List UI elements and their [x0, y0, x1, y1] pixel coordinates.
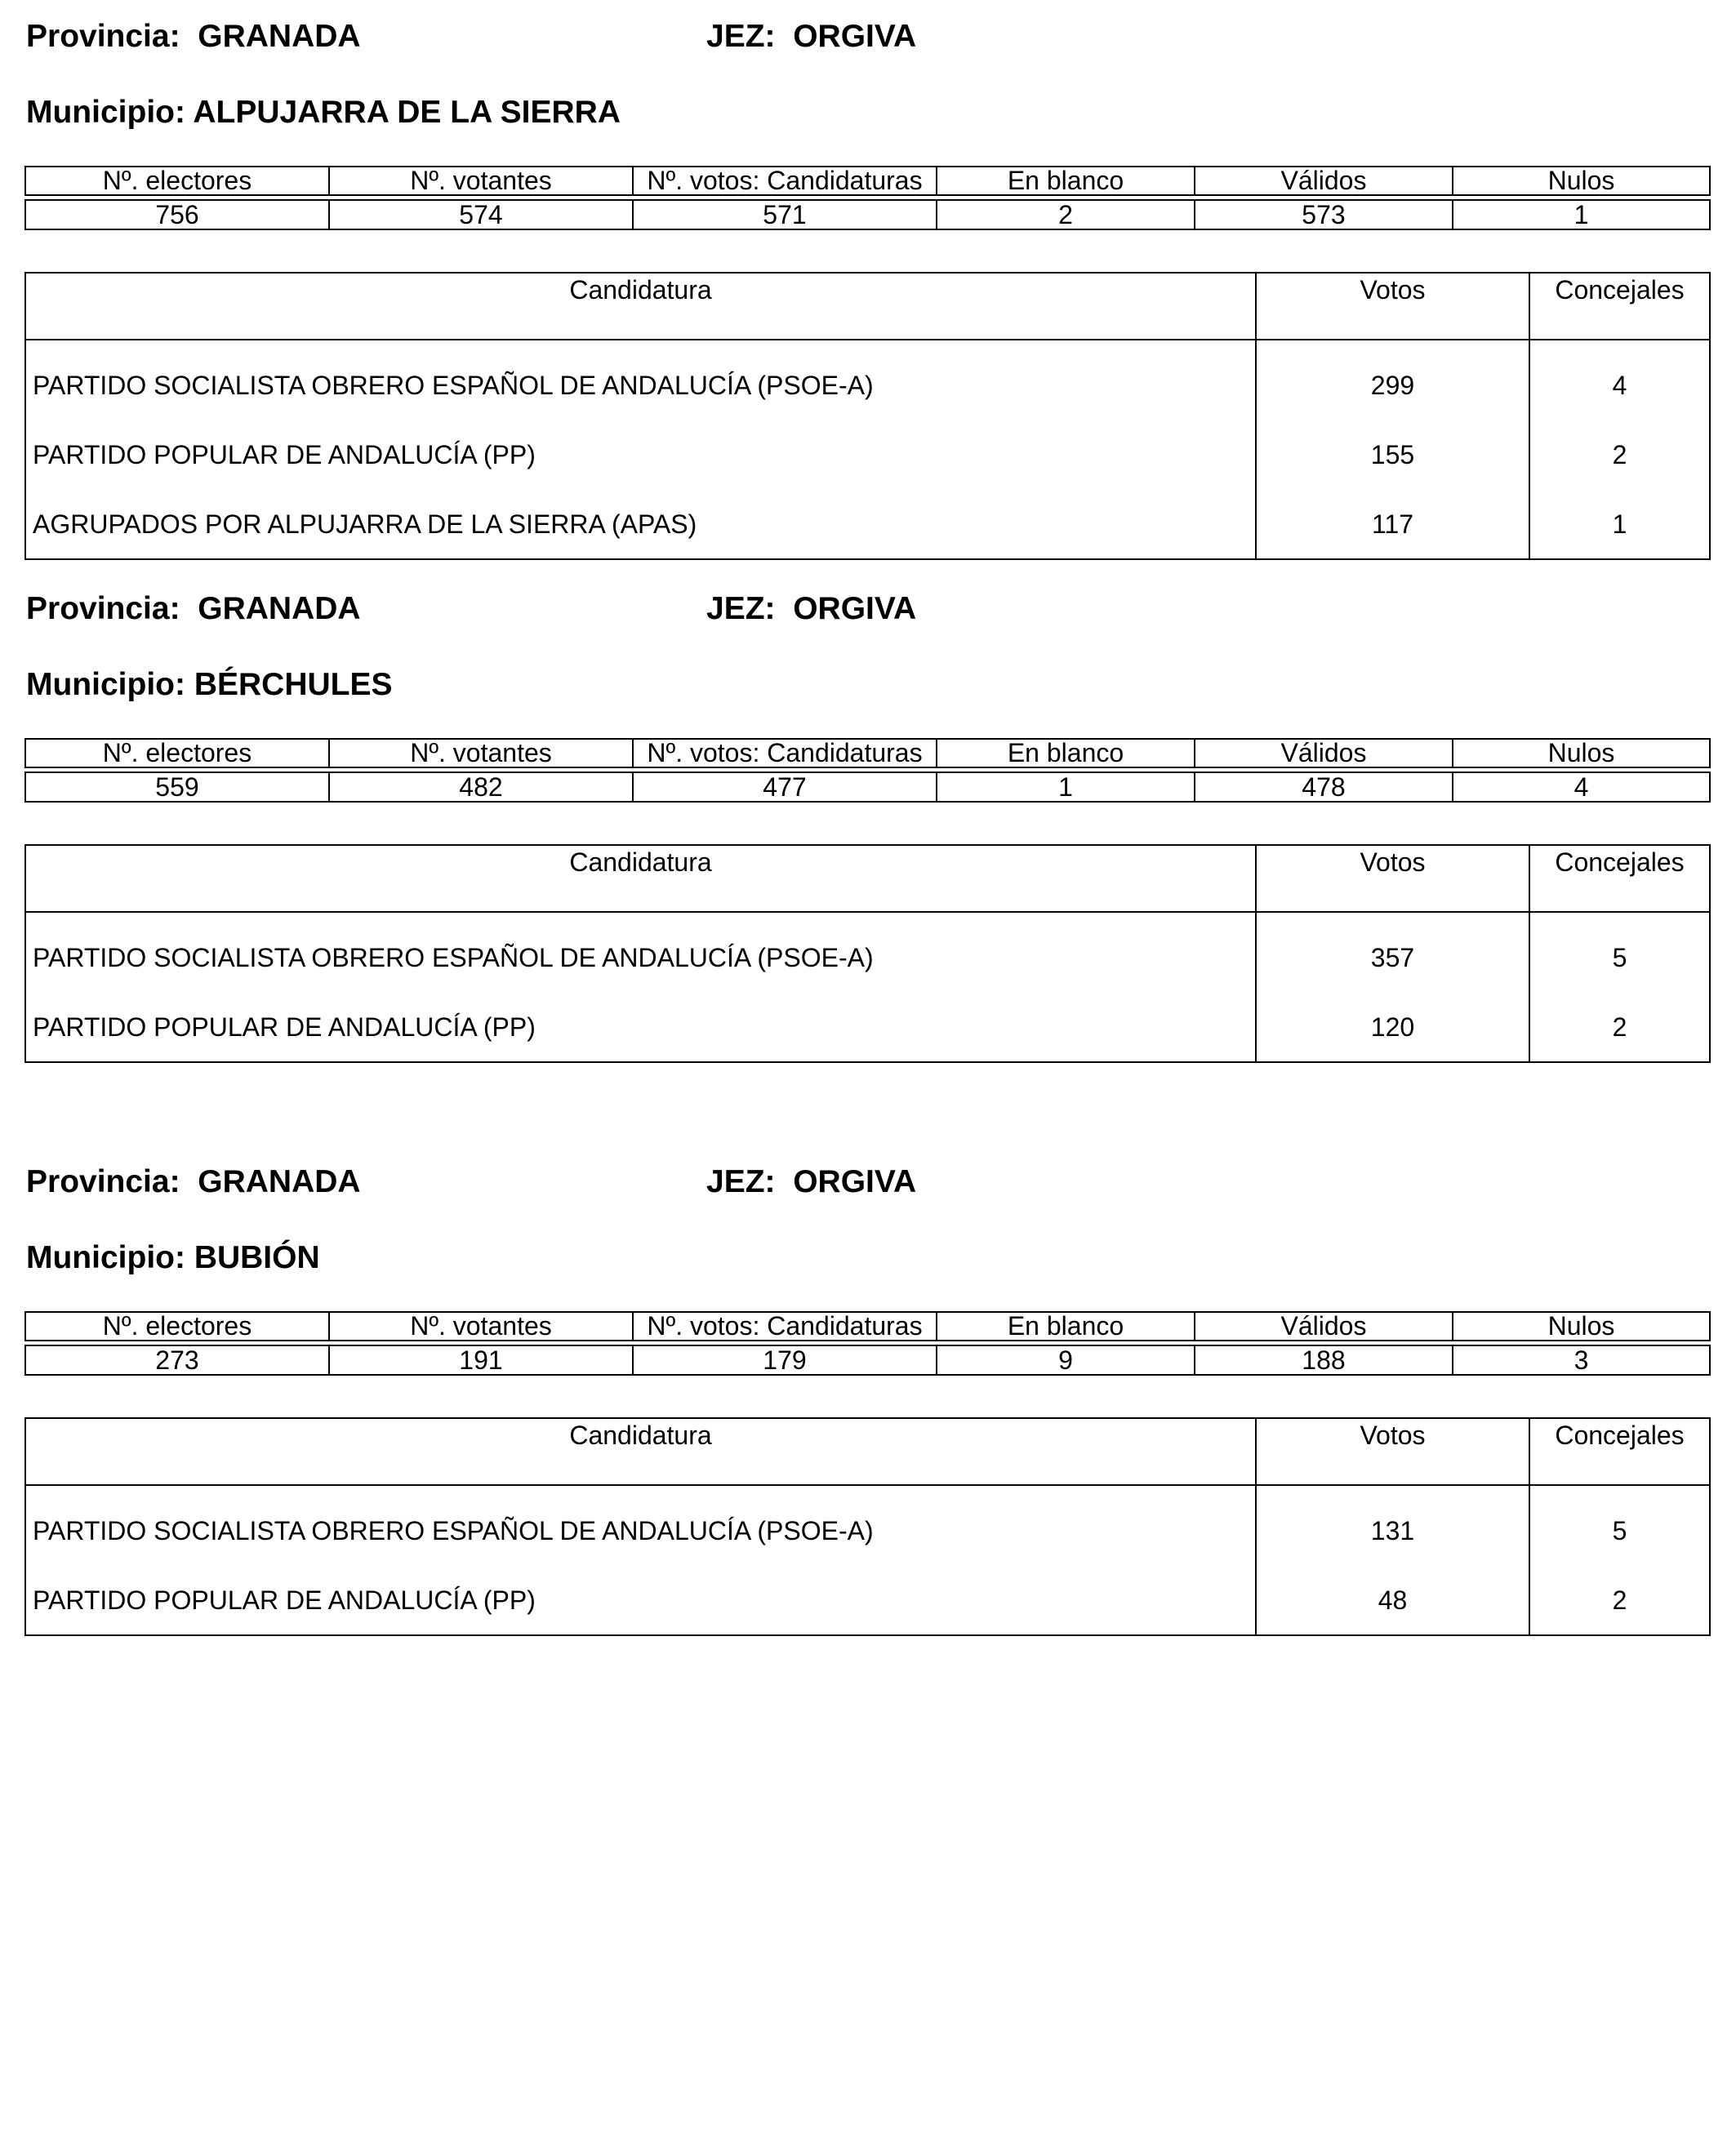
- candidatura-votos: 120: [1256, 992, 1529, 1062]
- candidaturas-table: [24, 1417, 1711, 1636]
- header-votos-candidaturas: Nº. votos: Candidaturas: [633, 1312, 937, 1341]
- candidatura-name: AGRUPADOS POR ALPUJARRA DE LA SIERRA (APAS): [25, 489, 1256, 559]
- municipio-value: BUBIÓN: [194, 1240, 320, 1275]
- candidatura-name: PARTIDO POPULAR DE ANDALUCÍA (PP): [25, 420, 1256, 489]
- header-concejales: Concejales: [1529, 1418, 1710, 1485]
- candidatura-votos: 299: [1256, 340, 1529, 420]
- stats-header-row: [25, 1312, 1710, 1341]
- candidatura-name: PARTIDO SOCIALISTA OBRERO ESPAÑOL DE ANDALUCÍA (PSOE-A): [25, 1485, 1256, 1565]
- stats-table: [24, 166, 1711, 230]
- candidatura-votos: 155: [1256, 420, 1529, 489]
- stats-value-row: [25, 200, 1710, 229]
- candidatura-votos: 48: [1256, 1565, 1529, 1635]
- provincia-label: Provincia:: [26, 19, 180, 54]
- municipio-value: BÉRCHULES: [194, 667, 393, 702]
- candidatura-concejales: 2: [1529, 420, 1710, 489]
- value-validos: 478: [1195, 772, 1453, 802]
- header-validos: Válidos: [1195, 1312, 1453, 1341]
- candidatura-votos: 117: [1256, 489, 1529, 559]
- stats-table: [24, 738, 1711, 803]
- provincia-value: GRANADA: [198, 19, 361, 54]
- municipio-label: Municipio:: [26, 95, 185, 130]
- value-votantes: 574: [329, 200, 633, 229]
- candidaturas-table: [24, 844, 1711, 1063]
- header-votos: Votos: [1256, 1418, 1529, 1485]
- candidatura-concejales: 2: [1529, 1565, 1710, 1635]
- header-electores: Nº. electores: [25, 1312, 329, 1341]
- municipio-heading: [26, 1239, 320, 1277]
- provincia-heading: [26, 590, 361, 628]
- header-validos: Válidos: [1195, 167, 1453, 195]
- candidatura-row: [25, 1485, 1710, 1565]
- header-votos-candidaturas: Nº. votos: Candidaturas: [633, 167, 937, 195]
- value-nulos: 1: [1453, 200, 1710, 229]
- candidatura-row: [25, 340, 1710, 420]
- municipio-label: Municipio:: [26, 667, 185, 702]
- value-electores: 273: [25, 1345, 329, 1375]
- value-votos-candidaturas: 571: [633, 200, 937, 229]
- value-electores: 756: [25, 200, 329, 229]
- header-nulos: Nulos: [1453, 167, 1710, 195]
- value-nulos: 3: [1453, 1345, 1710, 1375]
- provincia-heading: [26, 1163, 361, 1201]
- value-votos-candidaturas: 179: [633, 1345, 937, 1375]
- provincia-value: GRANADA: [198, 591, 361, 626]
- value-validos: 573: [1195, 200, 1453, 229]
- candidatura-row: [25, 489, 1710, 559]
- header-nulos: Nulos: [1453, 739, 1710, 767]
- candidaturas-table: [24, 272, 1711, 560]
- header-electores: Nº. electores: [25, 167, 329, 195]
- header-candidatura: Candidatura: [25, 845, 1256, 912]
- municipio-label: Municipio:: [26, 1240, 185, 1275]
- provincia-label: Provincia:: [26, 591, 180, 626]
- candidatura-name: PARTIDO SOCIALISTA OBRERO ESPAÑOL DE ANDALUCÍA (PSOE-A): [25, 912, 1256, 992]
- header-votantes: Nº. votantes: [329, 1312, 633, 1341]
- jez-label: JEZ:: [706, 19, 776, 54]
- candidatura-row: [25, 1565, 1710, 1635]
- candidaturas-header-row: [25, 273, 1710, 340]
- header-votantes: Nº. votantes: [329, 167, 633, 195]
- header-candidatura: Candidatura: [25, 1418, 1256, 1485]
- header-en-blanco: En blanco: [937, 739, 1195, 767]
- candidatura-name: PARTIDO POPULAR DE ANDALUCÍA (PP): [25, 992, 1256, 1062]
- value-votos-candidaturas: 477: [633, 772, 937, 802]
- provincia-value: GRANADA: [198, 1164, 361, 1199]
- value-votantes: 482: [329, 772, 633, 802]
- jez-value: ORGIVA: [793, 1164, 917, 1199]
- candidatura-votos: 357: [1256, 912, 1529, 992]
- jez-heading: [706, 590, 916, 628]
- stats-table: [24, 1311, 1711, 1376]
- candidatura-name: PARTIDO SOCIALISTA OBRERO ESPAÑOL DE ANDALUCÍA (PSOE-A): [25, 340, 1256, 420]
- header-nulos: Nulos: [1453, 1312, 1710, 1341]
- header-validos: Válidos: [1195, 739, 1453, 767]
- candidatura-votos: 131: [1256, 1485, 1529, 1565]
- header-en-blanco: En blanco: [937, 167, 1195, 195]
- candidatura-concejales: 1: [1529, 489, 1710, 559]
- jez-value: ORGIVA: [793, 591, 917, 626]
- municipio-heading: [26, 666, 393, 704]
- header-candidatura: Candidatura: [25, 273, 1256, 340]
- header-concejales: Concejales: [1529, 273, 1710, 340]
- header-votos: Votos: [1256, 273, 1529, 340]
- value-en-blanco: 2: [937, 200, 1195, 229]
- candidaturas-header-row: [25, 845, 1710, 912]
- jez-heading: [706, 18, 916, 56]
- stats-header-row: [25, 167, 1710, 195]
- value-electores: 559: [25, 772, 329, 802]
- jez-label: JEZ:: [706, 1164, 776, 1199]
- stats-header-row: [25, 739, 1710, 767]
- value-nulos: 4: [1453, 772, 1710, 802]
- stats-value-row: [25, 1345, 1710, 1375]
- header-votantes: Nº. votantes: [329, 739, 633, 767]
- value-en-blanco: 9: [937, 1345, 1195, 1375]
- candidaturas-header-row: [25, 1418, 1710, 1485]
- stats-value-row: [25, 772, 1710, 802]
- candidatura-concejales: 2: [1529, 992, 1710, 1062]
- candidatura-name: PARTIDO POPULAR DE ANDALUCÍA (PP): [25, 1565, 1256, 1635]
- jez-label: JEZ:: [706, 591, 776, 626]
- candidatura-concejales: 5: [1529, 1485, 1710, 1565]
- candidatura-row: [25, 912, 1710, 992]
- value-votantes: 191: [329, 1345, 633, 1375]
- candidatura-concejales: 5: [1529, 912, 1710, 992]
- header-concejales: Concejales: [1529, 845, 1710, 912]
- header-votos: Votos: [1256, 845, 1529, 912]
- value-validos: 188: [1195, 1345, 1453, 1375]
- jez-value: ORGIVA: [793, 19, 917, 54]
- header-en-blanco: En blanco: [937, 1312, 1195, 1341]
- provincia-heading: [26, 18, 361, 56]
- municipio-heading: [26, 94, 621, 131]
- header-votos-candidaturas: Nº. votos: Candidaturas: [633, 739, 937, 767]
- municipio-value: ALPUJARRA DE LA SIERRA: [193, 95, 621, 130]
- candidatura-concejales: 4: [1529, 340, 1710, 420]
- value-en-blanco: 1: [937, 772, 1195, 802]
- header-electores: Nº. electores: [25, 739, 329, 767]
- jez-heading: [706, 1163, 916, 1201]
- candidatura-row: [25, 992, 1710, 1062]
- candidatura-row: [25, 420, 1710, 489]
- provincia-label: Provincia:: [26, 1164, 180, 1199]
